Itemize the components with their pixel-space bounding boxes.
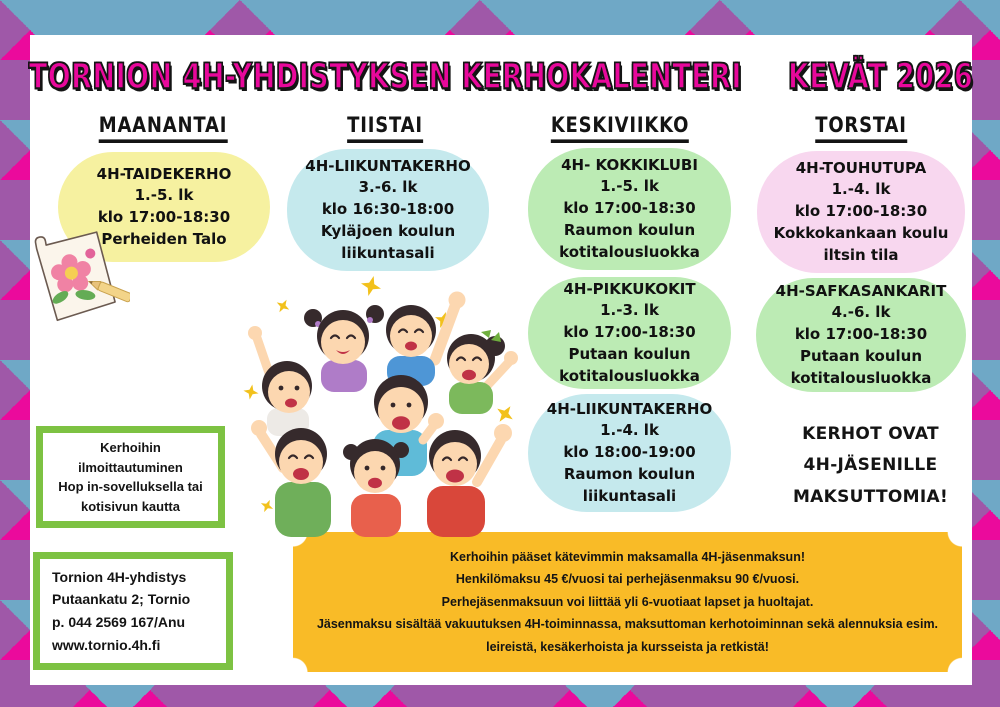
title-main: TORNION 4H-YHDISTYKSEN KERHOKALENTERI bbox=[28, 57, 742, 98]
club-grades: 1.-5. lk bbox=[134, 186, 194, 205]
membership-banner bbox=[293, 532, 962, 672]
club-grades: 3.-6. lk bbox=[358, 178, 418, 197]
banner-line: Henkilömaksu 45 €/vuosi tai perhejäsenmaksu 90 €/vuosi. bbox=[455, 572, 800, 587]
club-location: Putaan koulun bbox=[568, 344, 691, 363]
sparkle-icon bbox=[258, 497, 276, 515]
day-header-tuesday: TIISTAI bbox=[347, 113, 423, 143]
contact-address: Putaankatu 2; Tornio bbox=[52, 591, 191, 608]
club-grades: 1.-4. lk bbox=[600, 421, 659, 440]
page-title bbox=[30, 57, 972, 97]
club-bubble-safkasankarit bbox=[756, 278, 966, 392]
banner-line: Perhejäsenmaksuun voi liittää yli 6-vuotiaat lapset ja huoltajat. bbox=[441, 594, 814, 609]
drawing-paper-illustration bbox=[26, 228, 130, 324]
contact-website: www.tornio.4h.fi bbox=[52, 636, 161, 653]
banner-line: Jäsenmaksu sisältää vakuutuksen 4H-toiminnassa, maksuttoman kerhotoiminnan sekä alennuksia esim. bbox=[316, 617, 939, 632]
title-season: KEVÄT 2026 bbox=[787, 57, 974, 98]
child-girl-orange bbox=[343, 439, 409, 537]
club-location: Kokkokankaan koulu bbox=[773, 223, 949, 242]
sparkle-icon bbox=[492, 401, 518, 427]
club-time: klo 17:00-18:30 bbox=[563, 199, 696, 218]
child-girl-green bbox=[447, 330, 518, 414]
club-location: Raumon koulun bbox=[563, 464, 696, 483]
signup-line: kotisivun kautta bbox=[81, 498, 180, 514]
club-bubble-liikuntakerho-tue bbox=[287, 149, 489, 271]
club-name: 4H- KOKKIKLUBI bbox=[561, 155, 698, 174]
club-location: Perheiden Talo bbox=[101, 229, 227, 248]
club-time: klo 17:00-18:30 bbox=[794, 202, 928, 221]
club-location: liikuntasali bbox=[582, 486, 677, 505]
child-boy-red bbox=[427, 424, 512, 537]
club-location: kotitalousluokka bbox=[790, 368, 932, 387]
club-bubble-touhutupa bbox=[757, 151, 965, 273]
club-grades: 1.-3. lk bbox=[600, 301, 659, 320]
free-membership-note bbox=[773, 419, 968, 513]
club-time: klo 17:00-18:30 bbox=[794, 325, 928, 344]
club-time: klo 18:00-19:00 bbox=[563, 443, 696, 462]
day-header-wednesday: KESKIVIIKKO bbox=[551, 113, 689, 143]
club-location: liikuntasali bbox=[341, 243, 435, 262]
club-time: klo 17:00-18:30 bbox=[97, 208, 231, 226]
signup-line: Hop in-sovelluksella tai bbox=[58, 479, 203, 494]
day-header-thursday: TORSTAI bbox=[815, 113, 907, 143]
club-location: iltsin tila bbox=[823, 245, 899, 264]
free-note-line: MAKSUTTOMIA! bbox=[792, 486, 949, 507]
club-name: 4H-PIKKUKOKIT bbox=[563, 279, 696, 298]
club-time: klo 17:00-18:30 bbox=[563, 323, 696, 342]
club-bubble-kokkiklubi bbox=[528, 148, 731, 270]
club-name: 4H-TOUHUTUPA bbox=[795, 158, 927, 177]
club-name: 4H-TAIDEKERHO bbox=[96, 164, 232, 183]
poster-card bbox=[30, 35, 972, 685]
club-location: kotitalousluokka bbox=[559, 366, 700, 385]
child-girl-purple bbox=[304, 305, 384, 392]
club-location: Kyläjoen koulun bbox=[320, 221, 456, 240]
signup-line: Kerhoihin bbox=[100, 440, 161, 455]
free-note-line: KERHOT OVAT bbox=[802, 424, 939, 444]
club-location: kotitalousluokka bbox=[559, 242, 700, 261]
children-illustration bbox=[243, 272, 520, 537]
club-name: 4H-LIIKUNTAKERHO bbox=[305, 156, 471, 175]
club-location: Putaan koulun bbox=[799, 346, 923, 365]
contact-phone: p. 044 2569 167/Anu bbox=[52, 614, 186, 630]
club-location: Raumon koulun bbox=[563, 220, 696, 239]
club-bubble-liikuntakerho-wed bbox=[528, 394, 731, 512]
contact-org: Tornion 4H-yhdistys bbox=[52, 568, 187, 585]
banner-line: Kerhoihin pääset kätevimmin maksamalla 4H-jäsenmaksun! bbox=[449, 549, 805, 564]
sparkle-icon bbox=[273, 296, 293, 316]
contact-info-box bbox=[33, 552, 233, 670]
club-grades: 1.-5. lk bbox=[600, 177, 659, 196]
club-grades: 4.-6. lk bbox=[831, 303, 891, 322]
free-note-line: 4H-JÄSENILLE bbox=[803, 455, 938, 476]
club-name: 4H-LIIKUNTAKERHO bbox=[546, 399, 713, 418]
banner-line: leireistä, kesäkerhoista ja kursseista ja retkistä! bbox=[486, 639, 769, 654]
club-time: klo 16:30-18:00 bbox=[321, 200, 455, 219]
club-bubble-pikkukokit bbox=[528, 277, 731, 389]
sparkle-icon bbox=[358, 273, 383, 298]
club-grades: 1.-4. lk bbox=[831, 180, 891, 199]
child-girl-bob bbox=[248, 326, 312, 436]
child-boy-green bbox=[251, 420, 331, 537]
club-name: 4H-SAFKASANKARIT bbox=[775, 281, 947, 300]
sparkle-icon bbox=[243, 383, 260, 401]
signup-line: ilmoittautuminen bbox=[78, 459, 183, 475]
signup-info-box bbox=[36, 426, 225, 528]
day-header-monday: MAANANTAI bbox=[99, 113, 228, 143]
